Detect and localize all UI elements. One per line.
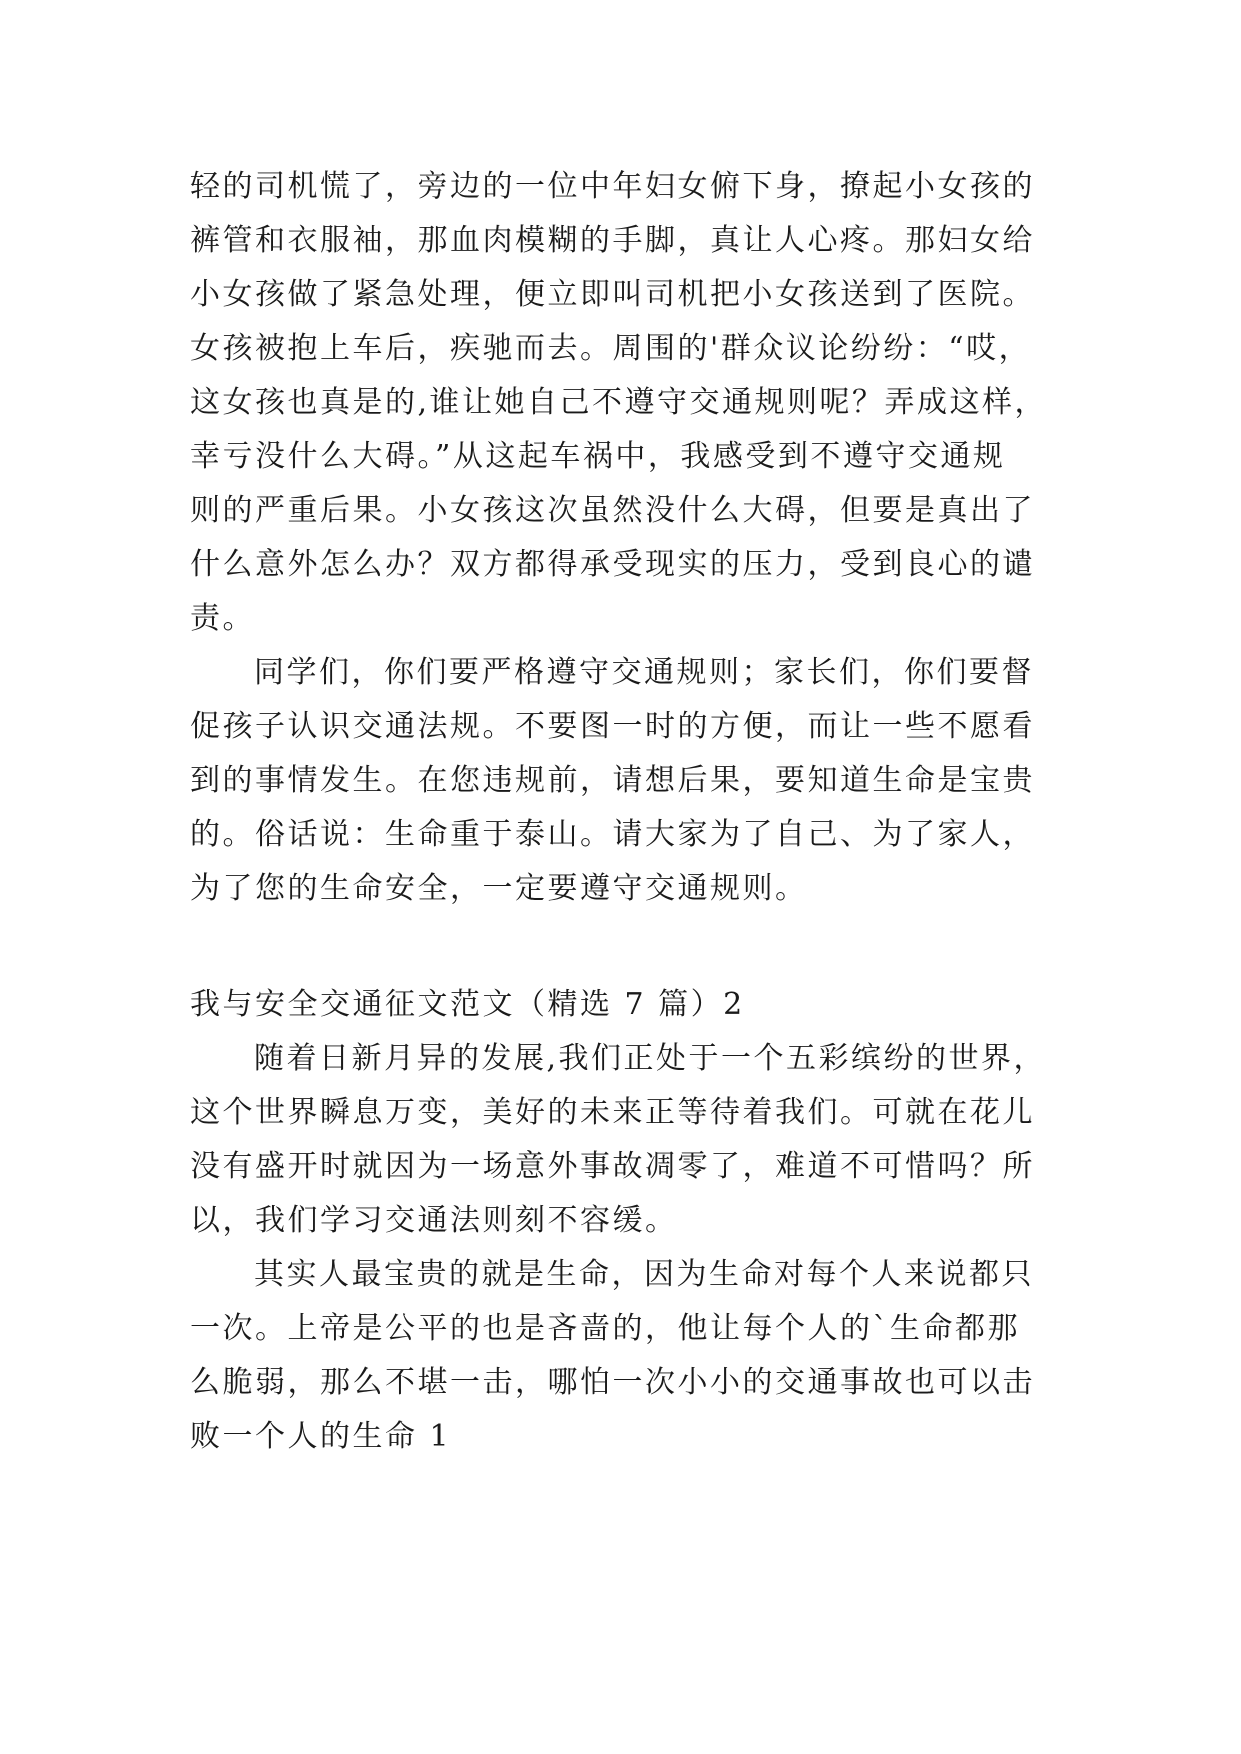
paragraph-accident-story: 轻的司机慌了，旁边的一位中年妇女俯下身，撩起小女孩的 裤管和衣服袖，那血肉模糊的手脚，真让人心疼。那妇女给 小女孩做了紧急处理，便立即叫司机把小女孩送到了医院。 女孩被抱上车后，疾驰而去。周围的'群众议论纷纷：“哎， 这女孩也真是的,谁让她自己不遵守交通规则呢？弄成这样， 幸亏没什么大碍。”从这起车祸中，我感受到不遵守交通规 则的严重后果。小女孩这次虽然没什么大碍，但要是真出了 什么意外怎么办？双方都得承受现实的压力，受到良心的谴 责。 [190, 169, 1048, 636]
paragraph-appeal: 同学们，你们要严格遵守交通规则；家长们，你们要督 促孩子认识交通法规。不要图一时的方便，而让一些不愿看 到的事情发生。在您违规前，请想后果，要知道生命是宝贵 的。俗话说：生命重于泰山。请大家为了自己、为了家人， 为了您的生命安全，一定要遵守交通规则。 [190, 655, 1035, 906]
paragraph-life-precious: 其实人最宝贵的就是生命，因为生命对每个人来说都只 一次。上帝是公平的也是吝啬的，他让每个人的`生命都那 么脆弱，那么不堪一击，哪怕一次小小的交通事故也可以击 败一个人的生命 1 [190, 1257, 1035, 1454]
section-title: 我与安全交通征文范文（精选 7 篇）2 [190, 987, 745, 1022]
paragraph-intro: 随着日新月异的发展,我们正处于一个五彩缤纷的世界， 这个世界瞬息万变，美好的未来正等待着我们。可就在花儿 没有盛开时就因为一场意外事故凋零了，难道不可惜吗？所 以，我们学习交通法则刻不容缓。 [190, 1041, 1047, 1238]
document-body [190, 160, 1050, 1464]
